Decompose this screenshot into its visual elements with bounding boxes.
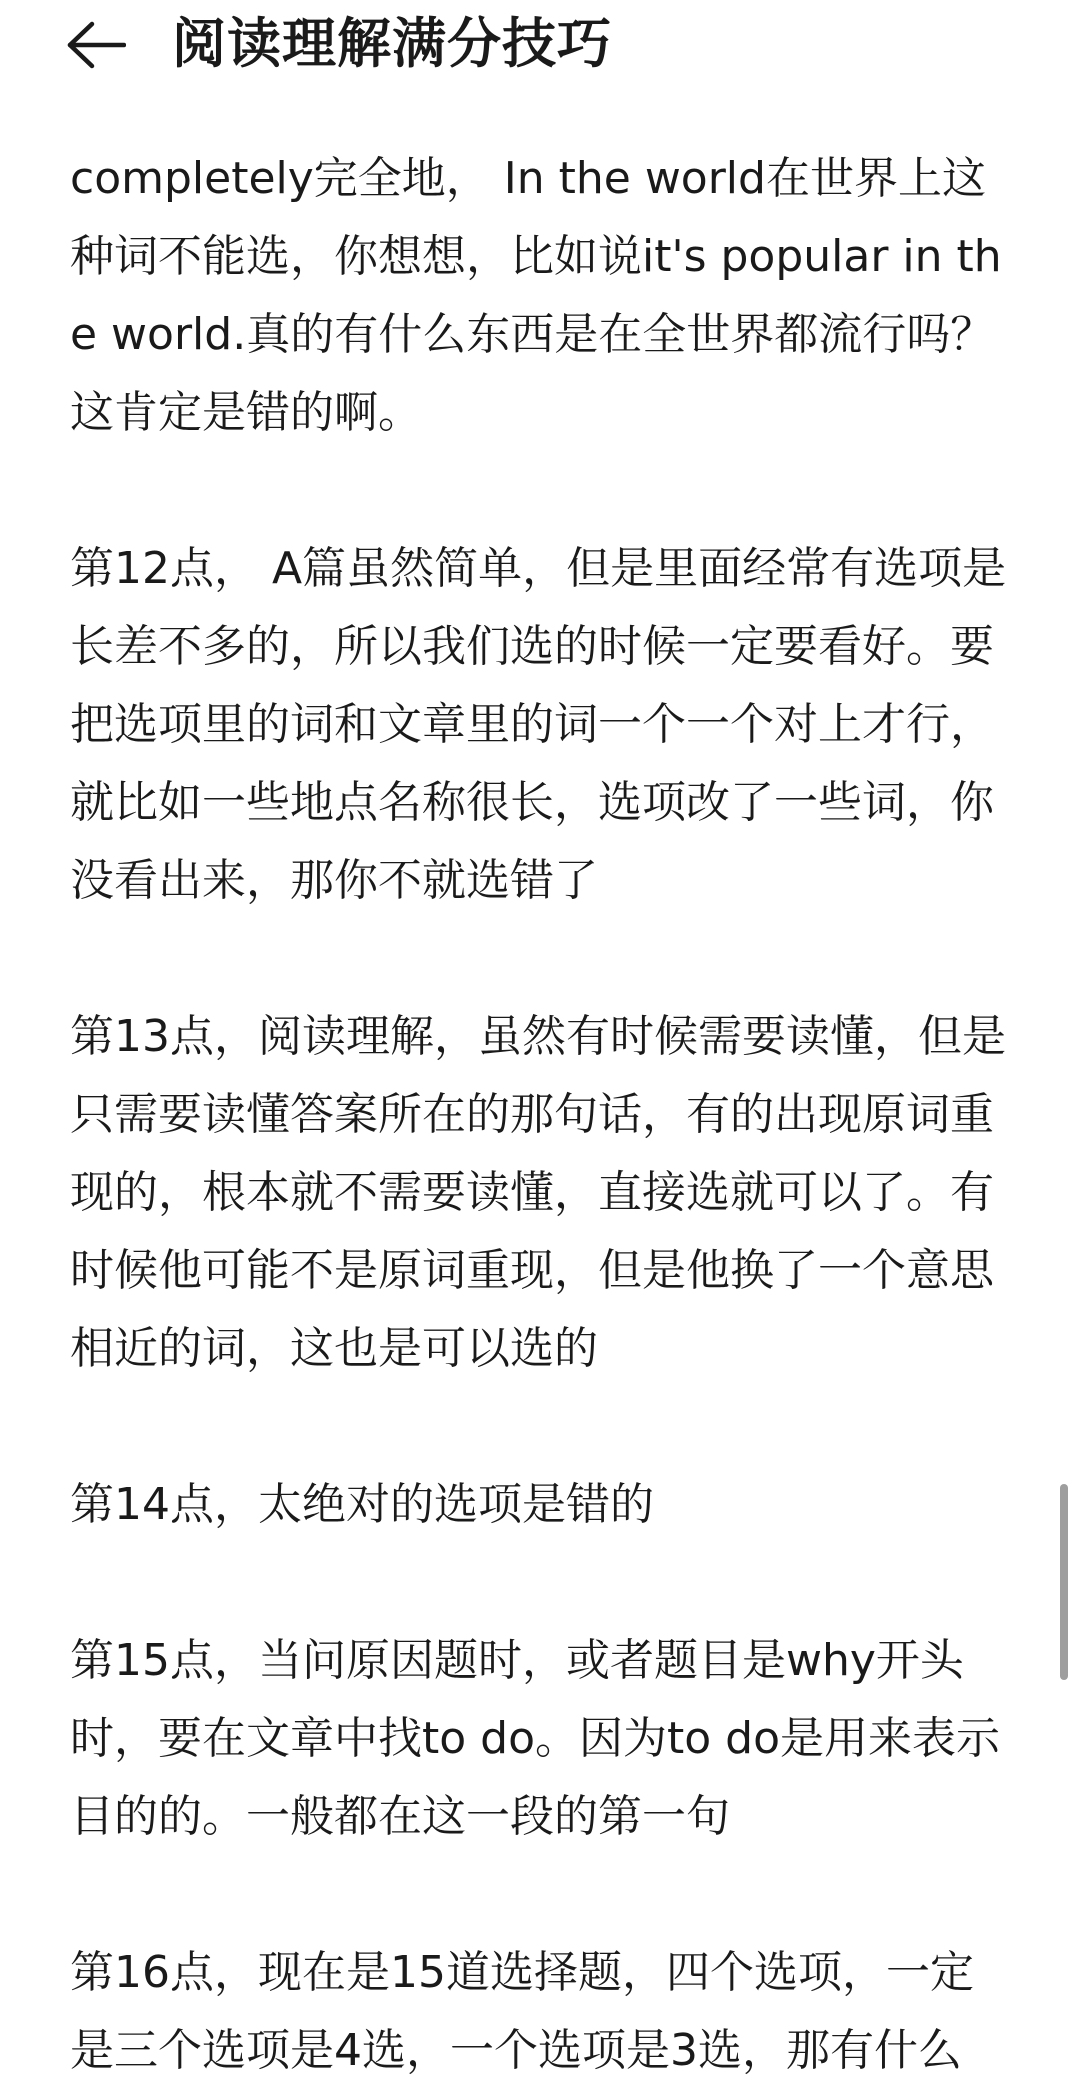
paragraph-point-14: 第14点，太绝对的选项是错的: [70, 1479, 654, 1530]
arrow-left-icon: [66, 20, 126, 70]
paragraph-gap: [70, 1856, 1016, 1934]
scrollbar-thumb[interactable]: [1060, 1484, 1068, 1680]
paragraph-point-16: 第16点，现在是15道选择题，四个选项，一定是三个选项是4选，一个选项是3选，那有什么: [70, 1947, 974, 2076]
paragraph-point-12: 第12点， A篇虽然简单，但是里面经常有选项是长差不多的，所以我们选的时候一定要看好。要把选项里的词和文章里的词一个一个对上才行，就比如一些地点名称很长，选项改了一些词，你没看出来，那你不就选错了: [70, 543, 1007, 906]
paragraph-intro: completely完全地， In the world在世界上这种词不能选，你想想，比如说it's popular in the world.真的有什么东西是在全世界都流行吗？这肯定是错的啊。: [70, 153, 1002, 438]
paragraph-gap: [70, 452, 1016, 530]
page-title: 阅读理解满分技巧: [172, 12, 612, 75]
top-bar: [0, 0, 1080, 100]
paragraph-gap: [70, 1544, 1016, 1622]
back-button[interactable]: [66, 10, 146, 80]
paragraph-point-13: 第13点，阅读理解，虽然有时候需要读懂，但是只需要读懂答案所在的那句话，有的出现原词重现的，根本就不需要读懂，直接选就可以了。有时候他可能不是原词重现，但是他换了一个意思相近的词，这也是可以选的: [70, 1011, 1006, 1374]
paragraph-gap: [70, 920, 1016, 998]
article-body: [70, 140, 1016, 2090]
paragraph-gap: [70, 1388, 1016, 1466]
paragraph-point-15: 第15点，当问原因题时，或者题目是why开头时，要在文章中找to do。因为to do是用来表示目的的。一般都在这一段的第一句: [70, 1635, 1001, 1842]
